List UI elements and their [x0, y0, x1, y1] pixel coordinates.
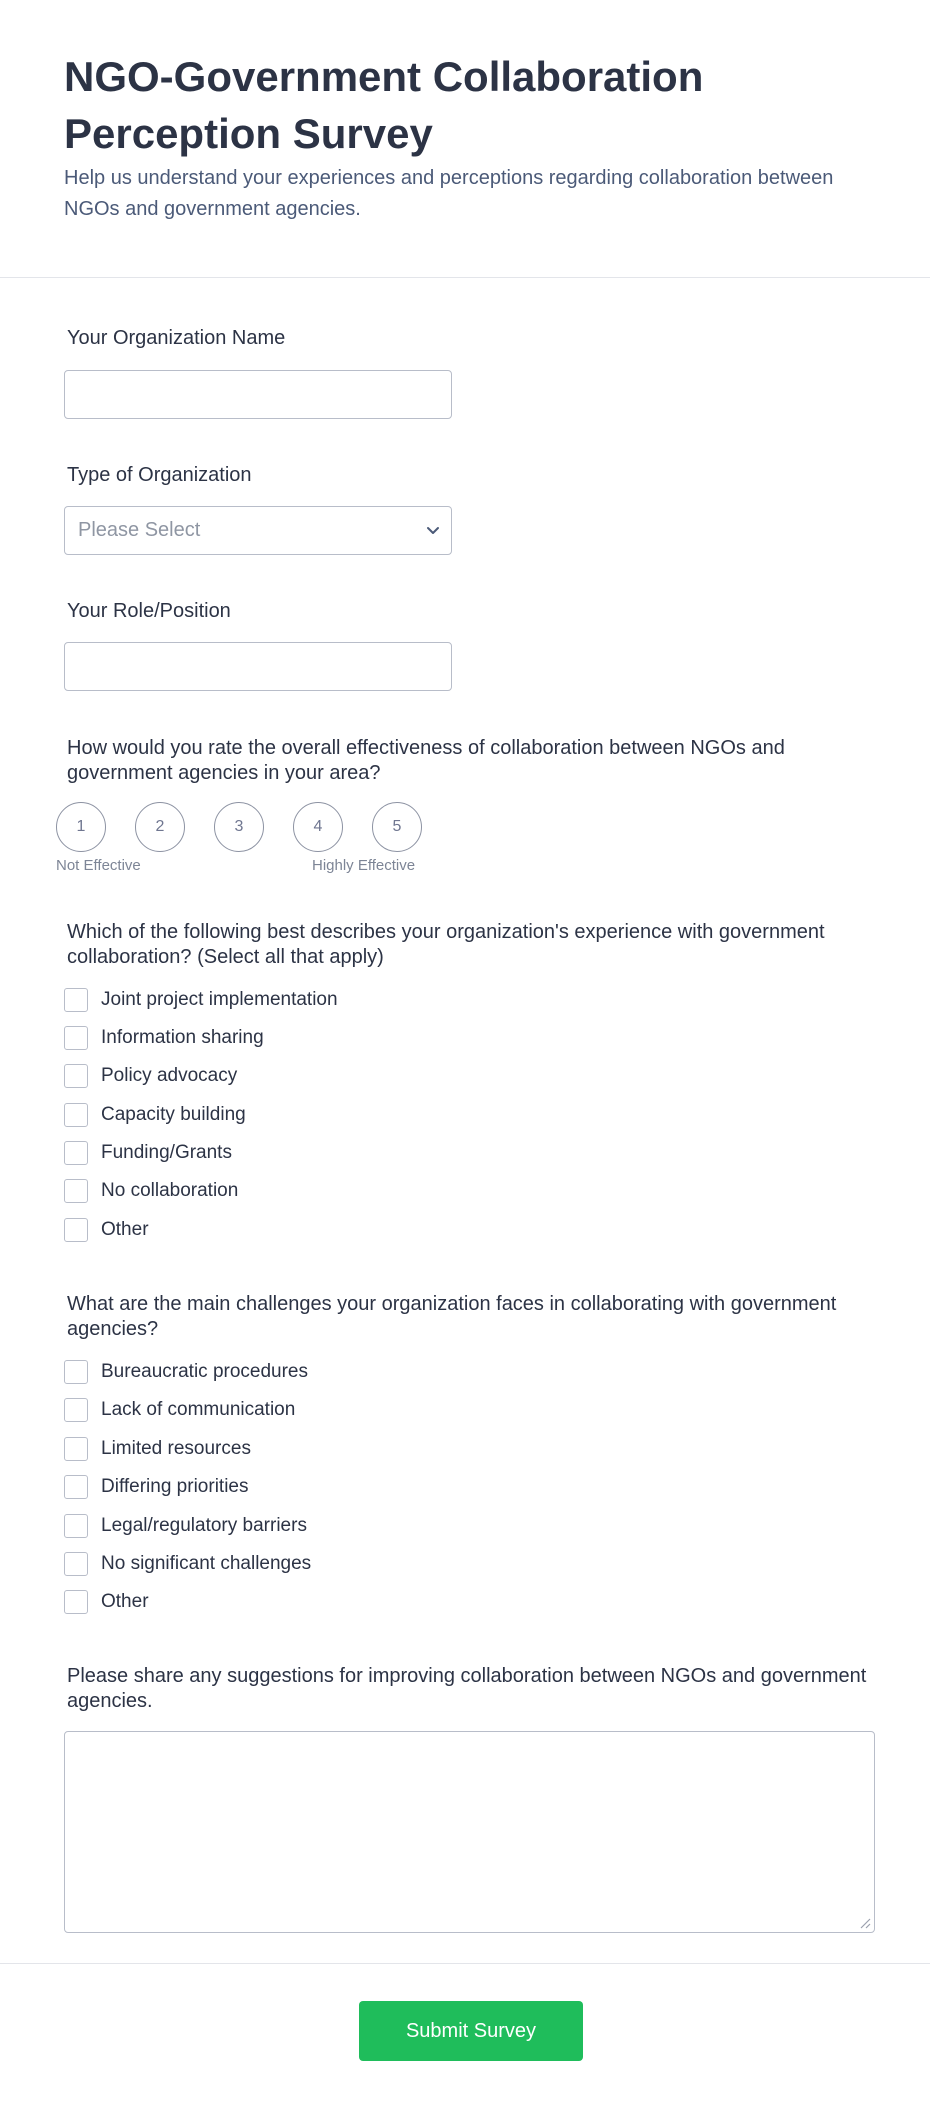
option-label: No significant challenges: [101, 1553, 312, 1574]
checkbox[interactable]: [64, 1026, 88, 1050]
role-label: Your Role/Position: [67, 600, 231, 622]
option-label: Differing priorities: [101, 1476, 249, 1497]
rating-option-3[interactable]: 3: [214, 802, 264, 852]
option-label: Information sharing: [101, 1027, 264, 1048]
suggestions-question: Please share any suggestions for improving collaboration between NGOs and government agencies.: [67, 1665, 867, 1712]
checkbox[interactable]: [64, 1552, 88, 1576]
option-label: Other: [101, 1591, 149, 1612]
option-label: Other: [101, 1219, 149, 1240]
resize-handle-icon[interactable]: [857, 1915, 871, 1929]
option-label: Bureaucratic procedures: [101, 1361, 308, 1382]
rating-option-5[interactable]: 5: [372, 802, 422, 852]
option-label: Legal/regulatory barriers: [101, 1515, 307, 1536]
checkbox[interactable]: [64, 1514, 88, 1538]
option-label: Joint project implementation: [101, 989, 338, 1010]
checkbox[interactable]: [64, 1064, 88, 1088]
checkbox[interactable]: [64, 1360, 88, 1384]
org-type-placeholder: Please Select: [78, 519, 201, 541]
option-label: Lack of communication: [101, 1399, 296, 1420]
rating-question: How would you rate the overall effectiveness of collaboration between NGOs and government agencies in your area?: [67, 737, 785, 784]
chevron-down-icon: [426, 523, 440, 537]
challenges-question: What are the main challenges your organization faces in collaborating with government agencies?: [67, 1293, 837, 1340]
option-label: No collaboration: [101, 1180, 239, 1201]
checkbox[interactable]: [64, 1179, 88, 1203]
checkbox[interactable]: [64, 1475, 88, 1499]
option-label: Policy advocacy: [101, 1065, 238, 1086]
checkbox[interactable]: [64, 1103, 88, 1127]
org-type-label: Type of Organization: [67, 464, 252, 486]
checkbox[interactable]: [64, 1437, 88, 1461]
org-name-label: Your Organization Name: [67, 327, 286, 349]
experience-question: Which of the following best describes your organization's experience with government collaboration? (Select all that apply): [67, 921, 825, 968]
option-label: Capacity building: [101, 1104, 246, 1125]
option-label: Funding/Grants: [101, 1142, 232, 1163]
rating-option-2[interactable]: 2: [135, 802, 185, 852]
org-type-select[interactable]: [64, 506, 452, 555]
rating-option-1[interactable]: 1: [56, 802, 106, 852]
role-input[interactable]: [64, 642, 452, 691]
checkbox[interactable]: [64, 1590, 88, 1614]
suggestions-textarea[interactable]: [64, 1731, 875, 1933]
page-subtitle: Help us understand your experiences and perceptions regarding collaboration between NGOs and government agencies.: [64, 167, 834, 220]
org-name-input[interactable]: [64, 370, 452, 419]
option-label: Limited resources: [101, 1438, 251, 1459]
checkbox[interactable]: [64, 988, 88, 1012]
rating-min-label: Not Effective: [56, 857, 141, 874]
checkbox[interactable]: [64, 1218, 88, 1242]
checkbox[interactable]: [64, 1398, 88, 1422]
rating-max-label: Highly Effective: [312, 857, 416, 874]
form-footer: [0, 1963, 930, 2110]
submit-button[interactable]: Submit Survey: [359, 2001, 583, 2061]
checkbox[interactable]: [64, 1141, 88, 1165]
form-header: [0, 0, 930, 278]
rating-option-4[interactable]: 4: [293, 802, 343, 852]
page-title: NGO-Government Collaboration Perception Survey: [64, 53, 704, 157]
